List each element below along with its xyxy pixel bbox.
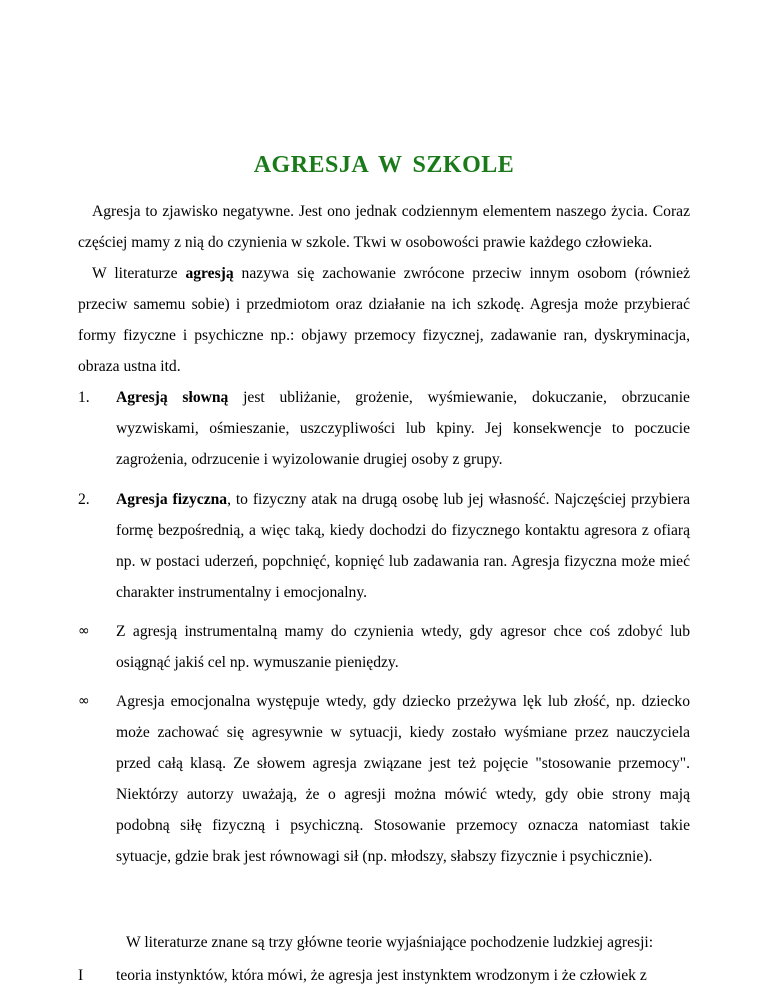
list-number: 2. xyxy=(78,491,90,508)
paragraph-theories-intro: W literaturze znane są trzy główne teorie wyjaśniające pochodzenie ludzkiej agresji: xyxy=(126,934,654,951)
numbered-item-term: Agresja fizyczna xyxy=(116,491,228,508)
bullet-item-text: Agresja emocjonalna występuje wtedy, gdy dziecko przeżywa lęk lub złość, np. dziecko może zachować się agresywnie w sytuacji, kiedy zostało wyśmiane przez nauczyciela przed całą klasą. Ze słowem agresja związane jest też pojęcie "stosowanie przemocy". Niektórzy autorzy uważają, że o agresji można mówić wtedy, gdy obie strony mają podobną siłę fizyczną i psychiczną. Stosowanie przemocy oznacza natomiast takie sytuacje, gdzie brak jest równowagi sił (np. młodszy, słabszy fizycznie i psychicznie). xyxy=(116,693,690,865)
numbered-item-text: jest ubliżanie, grożenie, wyśmiewanie, dokuczanie, obrzucanie wyzwiskami, ośmieszanie, uszczypliwości lub kpiny. Jej konsekwencje to poczucie zagrożenia, odrzucenie i wyizolowanie drugiej osoby z grupy. xyxy=(116,389,690,468)
definition-text-before: W literaturze xyxy=(92,265,186,282)
roman-item-text: teoria instynktów, która mówi, że agresja jest instynktem wrodzonym i że człowiek z xyxy=(116,967,647,984)
roman-numeral: I xyxy=(78,967,84,984)
definition-text-after: nazywa się zachowanie zwrócone przeciw innym osobom (również przeciw samemu sobie) i przedmiotom oraz działanie na ich szkodę. Agresja może przybierać formy fizyczne i psychiczne np.: objawy przemocy fizycznej, zadawanie ran, dyskryminacja, obraza ustna itd. xyxy=(78,265,690,375)
bullet-item-text: Z agresją instrumentalną mamy do czynienia wtedy, gdy agresor chce coś zdobyć lub osiągnąć jakiś cel np. wymuszanie pieniędzy. xyxy=(116,623,690,671)
infinity-bullet-icon: ∞ xyxy=(78,623,90,639)
infinity-bullet-icon: ∞ xyxy=(78,693,90,709)
document-title: AGRESJA W SZKOLE xyxy=(253,152,515,178)
numbered-item-text: , to fizyczny atak na drugą osobę lub jej własność. Najczęściej przybiera formę bezpośrednią, a więc taką, kiedy dochodzi do fizycznego kontaktu agresora z ofiarą np. w postaci uderzeń, popchnięć, kopnięć lub zadawania ran. Agresja fizyczna może mieć charakter instrumentalny i emocjonalny. xyxy=(116,491,690,601)
bullet-item-instrumental xyxy=(78,616,690,678)
paragraph-intro: Agresja to zjawisko negatywne. Jest ono jednak codziennym elementem naszego życia. Coraz częściej mamy z nią do czynienia w szkole. Tkwi w osobowości prawie każdego człowieka. xyxy=(78,203,690,251)
definition-term: agresją xyxy=(185,265,234,282)
numbered-item-physical xyxy=(78,484,690,608)
numbered-item-term: Agresją słowną xyxy=(116,389,229,406)
document-page xyxy=(78,150,690,991)
list-number: 1. xyxy=(78,389,90,406)
paragraph-definition xyxy=(78,258,690,382)
roman-item-instinct-theory xyxy=(78,960,690,991)
numbered-item-verbal xyxy=(78,382,690,475)
bullet-item-emotional xyxy=(78,686,690,872)
